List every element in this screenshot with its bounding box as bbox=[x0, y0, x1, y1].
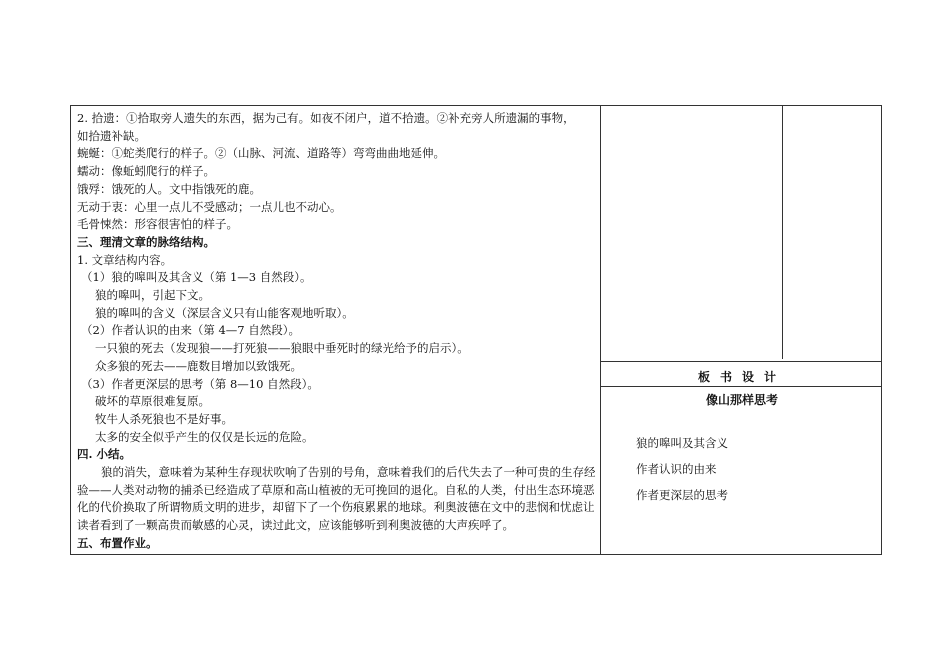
structure-point: 牧牛人杀死狼也不是好事。 bbox=[95, 411, 233, 426]
text-line: 无动于衷：心里一点儿不受感动；一点儿也不动心。 bbox=[77, 199, 342, 214]
section-heading: 三、理清文章的脉络结构。 bbox=[77, 234, 215, 249]
board-heading: 板书设计 bbox=[697, 370, 786, 384]
board-row-top bbox=[600, 361, 881, 362]
structure-label: 1. 文章结构内容。 bbox=[77, 252, 173, 267]
lesson-content bbox=[77, 110, 597, 553]
section-heading: 四. 小结。 bbox=[77, 447, 132, 462]
lesson-table bbox=[70, 105, 882, 555]
structure-part: （3）作者更深层的思考（第 8—10 自然段）。 bbox=[81, 376, 319, 391]
text-line: 蜿蜒：①蛇类爬行的样子。②（山脉、河流、道路等）弯弯曲曲地延伸。 bbox=[77, 146, 445, 161]
structure-point: 太多的安全似乎产生的仅仅是长远的危险。 bbox=[95, 429, 314, 444]
section-heading: 五、布置作业。 bbox=[77, 535, 158, 550]
structure-part: （1）狼的嗥叫及其含义（第 1—3 自然段）。 bbox=[81, 270, 312, 285]
board-title: 像山那样思考 bbox=[705, 393, 778, 407]
structure-point: 众多狼的死去——鹿数目增加以致饿死。 bbox=[95, 358, 302, 373]
column-divider-notes bbox=[782, 106, 783, 359]
text-line: 2. 拾遗：①拾取旁人遗失的东西，据为己有。如夜不闭户，道不拾遗。②补充旁人所遗漏的事物， bbox=[77, 111, 575, 125]
board-item: 作者认识的由来 bbox=[636, 462, 717, 476]
structure-point: 狼的嗥叫的含义（深层含义只有山能客观地听取）。 bbox=[95, 305, 354, 320]
board-item: 狼的嗥叫及其含义 bbox=[636, 436, 728, 450]
text-line: 蠕动：像蚯蚓爬行的样子。 bbox=[77, 164, 215, 179]
text-line: 如拾遗补缺。 bbox=[77, 128, 146, 143]
text-line: 饿殍：饿死的人。文中指饿死的鹿。 bbox=[77, 181, 261, 196]
structure-point: 一只狼的死去（发现狼——打死狼——狼眼中垂死时的绿光给予的启示）。 bbox=[95, 341, 469, 356]
structure-point: 破坏的草原很难复原。 bbox=[95, 394, 210, 409]
structure-point: 狼的嗥叫，引起下文。 bbox=[95, 288, 210, 303]
board-item: 作者更深层的思考 bbox=[636, 488, 728, 502]
column-divider-main bbox=[600, 106, 601, 554]
summary-paragraph: 狼的消失，意味着为某种生存现状吹响了告别的号角，意味着我们的后代失去了一种可贵的生存经验——人类对动物的捕杀已经造成了草原和高山植被的无可挽回的退化。自私的人类，付出生态环境恶化的代价换取了所谓物质文明的进步，却留下了一个伤痕累累的地球。利奥波德在文中的悲悯和忧虑让读者看到了一颗高贵而敏感的心灵，读过此文，应该能够听到利奥波德的大声疾呼了。 bbox=[77, 465, 596, 533]
text-line: 毛骨悚然：形容很害怕的样子。 bbox=[77, 217, 238, 232]
structure-part: （2）作者认识的由来（第 4—7 自然段）。 bbox=[81, 323, 301, 338]
